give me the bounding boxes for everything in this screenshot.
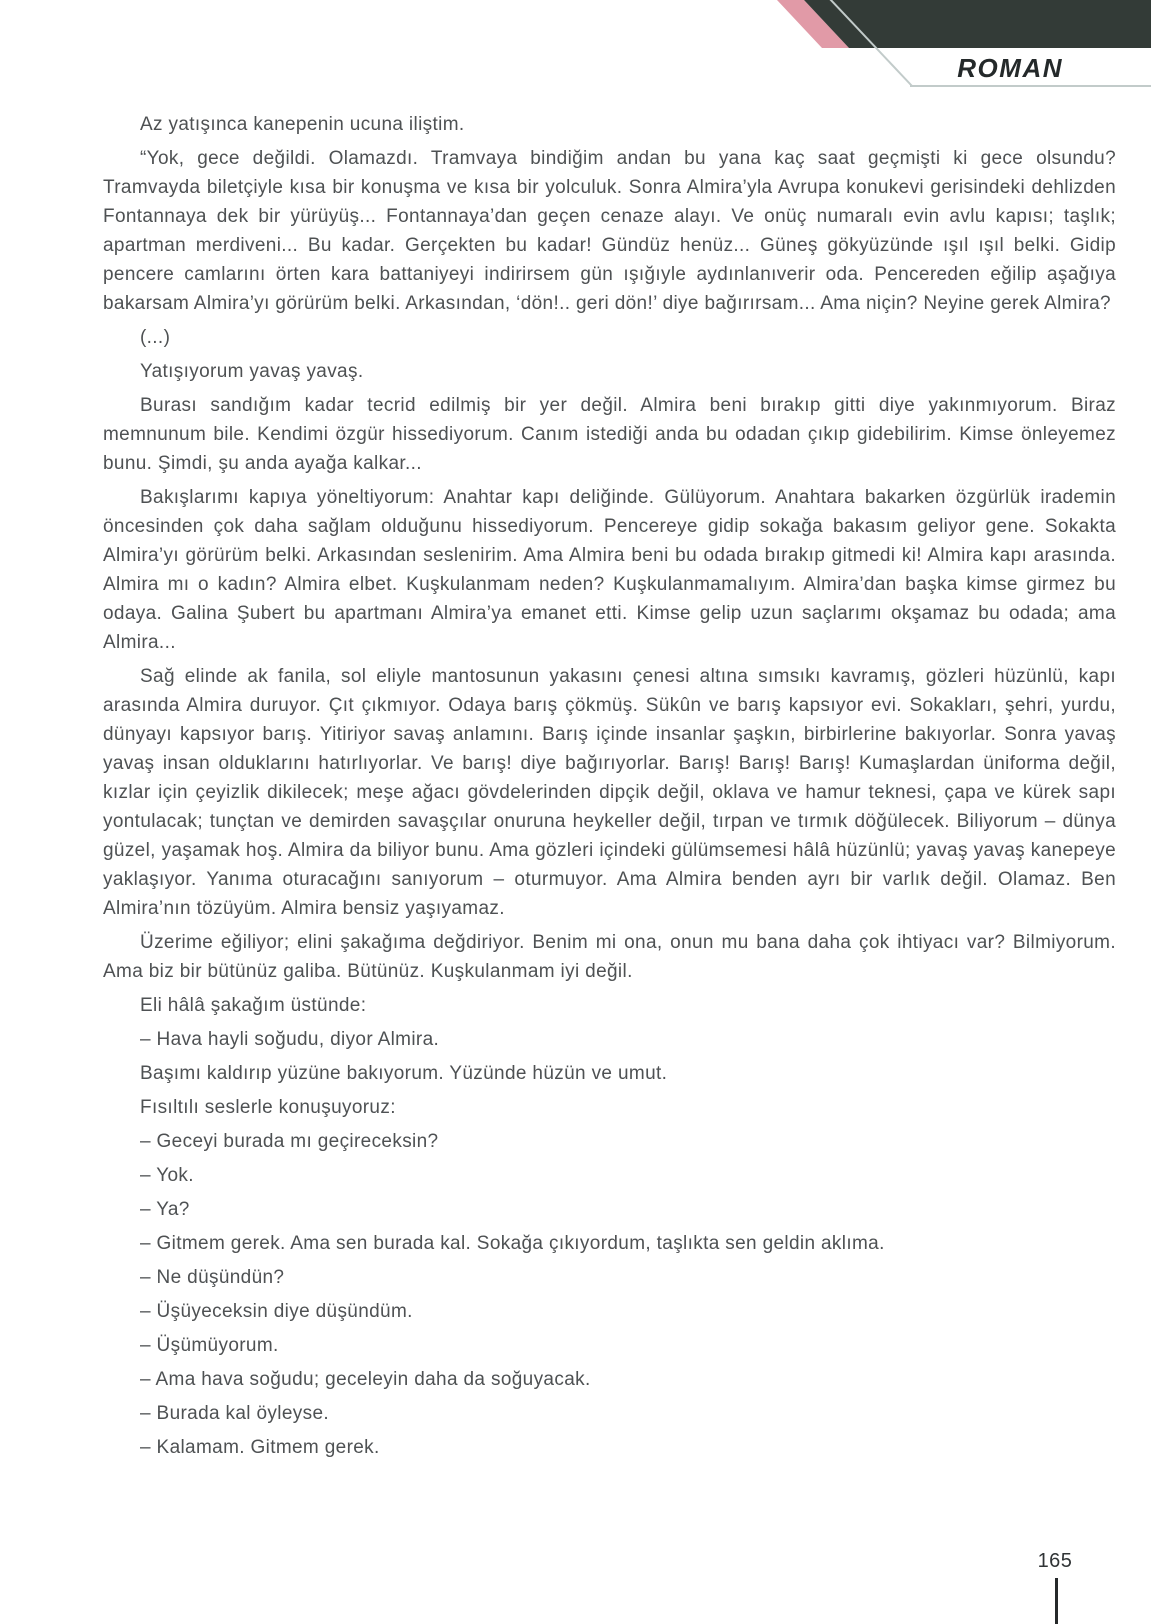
footer-vertical-rule [1055, 1578, 1058, 1624]
paragraph: Başımı kaldırıp yüzüne bakıyorum. Yüzünde hüzün ve umut. [140, 1063, 668, 1084]
paragraph: Az yatışınca kanepenin ucuna iliştim. [140, 114, 465, 135]
dialogue-line: – Ya? [140, 1199, 190, 1220]
dark-corner-shape [804, 0, 1151, 48]
dialogue-line: – Hava hayli soğudu, diyor Almira. [140, 1029, 440, 1050]
paragraph: Bakışlarımı kapıya yöneltiyorum: Anahtar kapı deliğinde. Gülüyorum. Anahtara bakarken özgürlük irademin öncesinden çok daha sağlam olduğunu hissediyorum. Pencereye gidip sokağa bakasım geliyor gene. Sokakta Almira’yı görürüm belki. Arkasından seslenirim. Ama Almira beni bu odada bırakıp gitmedi ki! Almira kapı arasında. Almira mı o kadın? Almira elbet. Kuşkulanmam neden? Kuşkulanmamalıyım. Almira’dan başka kimse girmez bu odaya. Galina Şubert bu apartmanı Almira’ya emanet etti. Kimse gelip uzun saçlarımı okşamaz bu odada; ama Almira... [103, 487, 1116, 653]
novel-excerpt-text [103, 110, 1116, 1467]
dialogue-line: – Geceyi burada mı geçireceksin? [140, 1131, 439, 1152]
section-title: ROMAN [957, 53, 1063, 83]
dialogue-line: – Gitmem gerek. Ama sen burada kal. Sokağa çıkıyordum, taşlıkta sen geldin aklıma. [140, 1233, 885, 1254]
paragraph: Burası sandığım kadar tecrid edilmiş bir yer değil. Almira beni bırakıp gitti diye yakınmıyorum. Biraz memnunum bile. Kendimi özgür hissediyorum. Canım istediği anda bu odadan çıkıp gidebilirim. Kimse önleyemez bunu. Şimdi, şu anda ayağa kalkar... [103, 395, 1116, 474]
paragraph: Sağ elinde ak fanila, sol eliyle mantosunun yakasını çenesi altına sımsıkı kavramış, gözleri hüzünlü, kapı arasında Almira duruyor. Çıt çıkmıyor. Odaya barış çökmüş. Sükûn ve barış kapsıyor evi. Sokakları, şehri, yurdu, dünyayı kapsıyor barış. Yitiriyor savaş anlamını. Barış içinde insanlar şaşkın, birbirlerine bakıyorlar. Sonra yavaş yavaş insan olduklarını hatırlıyorlar. Ve barış! diye bağırıyorlar. Barış! Barış! Barış! Kumaşlardan üniforma değil, kızlar için çeyizlik dikilecek; meşe ağacı gövdelerinden dipçik değil, oklava ve hamur teknesi, çapa ve kürek sapı yontulacak; tunçtan ve demirden savaşçılar onuruna heykeller değil, tırpan ve tırmık döğülecek. Biliyorum – dünya güzel, yaşamak hoş. Almira da biliyor bunu. Ama gözleri içindeki gülümsemesi hâlâ hüzünlü; yavaş yavaş kanepeye yaklaşıyor. Yanıma oturacağını sanıyorum – oturmuyor. Ama Almira benden ayrı bir varlık değil. Olamaz. Ben Almira’nın tözüyüm. Almira bensiz yaşıyamaz. [103, 666, 1116, 919]
dialogue-line: – Kalamam. Gitmem gerek. [140, 1437, 380, 1458]
dialogue-line: – Yok. [140, 1165, 194, 1186]
dialogue-line: – Ne düşündün? [140, 1267, 285, 1288]
paragraph: Fısıltılı seslerle konuşuyoruz: [140, 1097, 396, 1118]
dialogue-line: – Ama hava soğudu; geceleyin daha da soğuyacak. [140, 1369, 591, 1390]
page-number: 165 [1037, 1550, 1073, 1572]
ellipsis-paragraph: (...) [140, 327, 171, 348]
paragraph: Eli hâlâ şakağım üstünde: [140, 995, 367, 1016]
dialogue-line: – Üşüyeceksin diye düşündüm. [140, 1301, 413, 1322]
paragraph: Yatışıyorum yavaş yavaş. [140, 361, 364, 382]
dialogue-line: – Burada kal öyleyse. [140, 1403, 330, 1424]
paragraph: Üzerime eğiliyor; elini şakağıma değdiriyor. Benim mi ona, onun mu bana daha çok ihtiyacı var? Bilmiyorum. Ama biz bir bütünüz galiba. Bütünüz. Kuşkulanmam iyi değil. [103, 932, 1116, 982]
dialogue-line: – Üşümüyorum. [140, 1335, 279, 1356]
paragraph: “Yok, gece değildi. Olamazdı. Tramvaya bindiğim andan bu yana kaç saat geçmişti ki gece olsundu? Tramvayda biletçiyle kısa bir konuşma ve kısa bir yolculuk. Sonra Almira’yla Avrupa konukevi gerisindeki dehlizden Fontannaya dek bir yürüyüş... Fontannaya’dan geçen cenaze alayı. Ve onüç numaralı evin avlu kapısı; taşlık; apartman merdiveni... Bu kadar. Gerçekten bu kadar! Gündüz henüz... Güneş gökyüzünde ışıl ışıl belki. Gidip pencere camlarını örten kara battaniyeyi indirirsem gün ışığıyle aydınlanıverir oda. Pencereden eğilip aşağıya bakarsam Almira’yı görürüm belki. Arkasından, ‘dön!.. geri dön!’ diye bağırırsam... Ama niçin? Neyine gerek Almira? [103, 148, 1116, 314]
